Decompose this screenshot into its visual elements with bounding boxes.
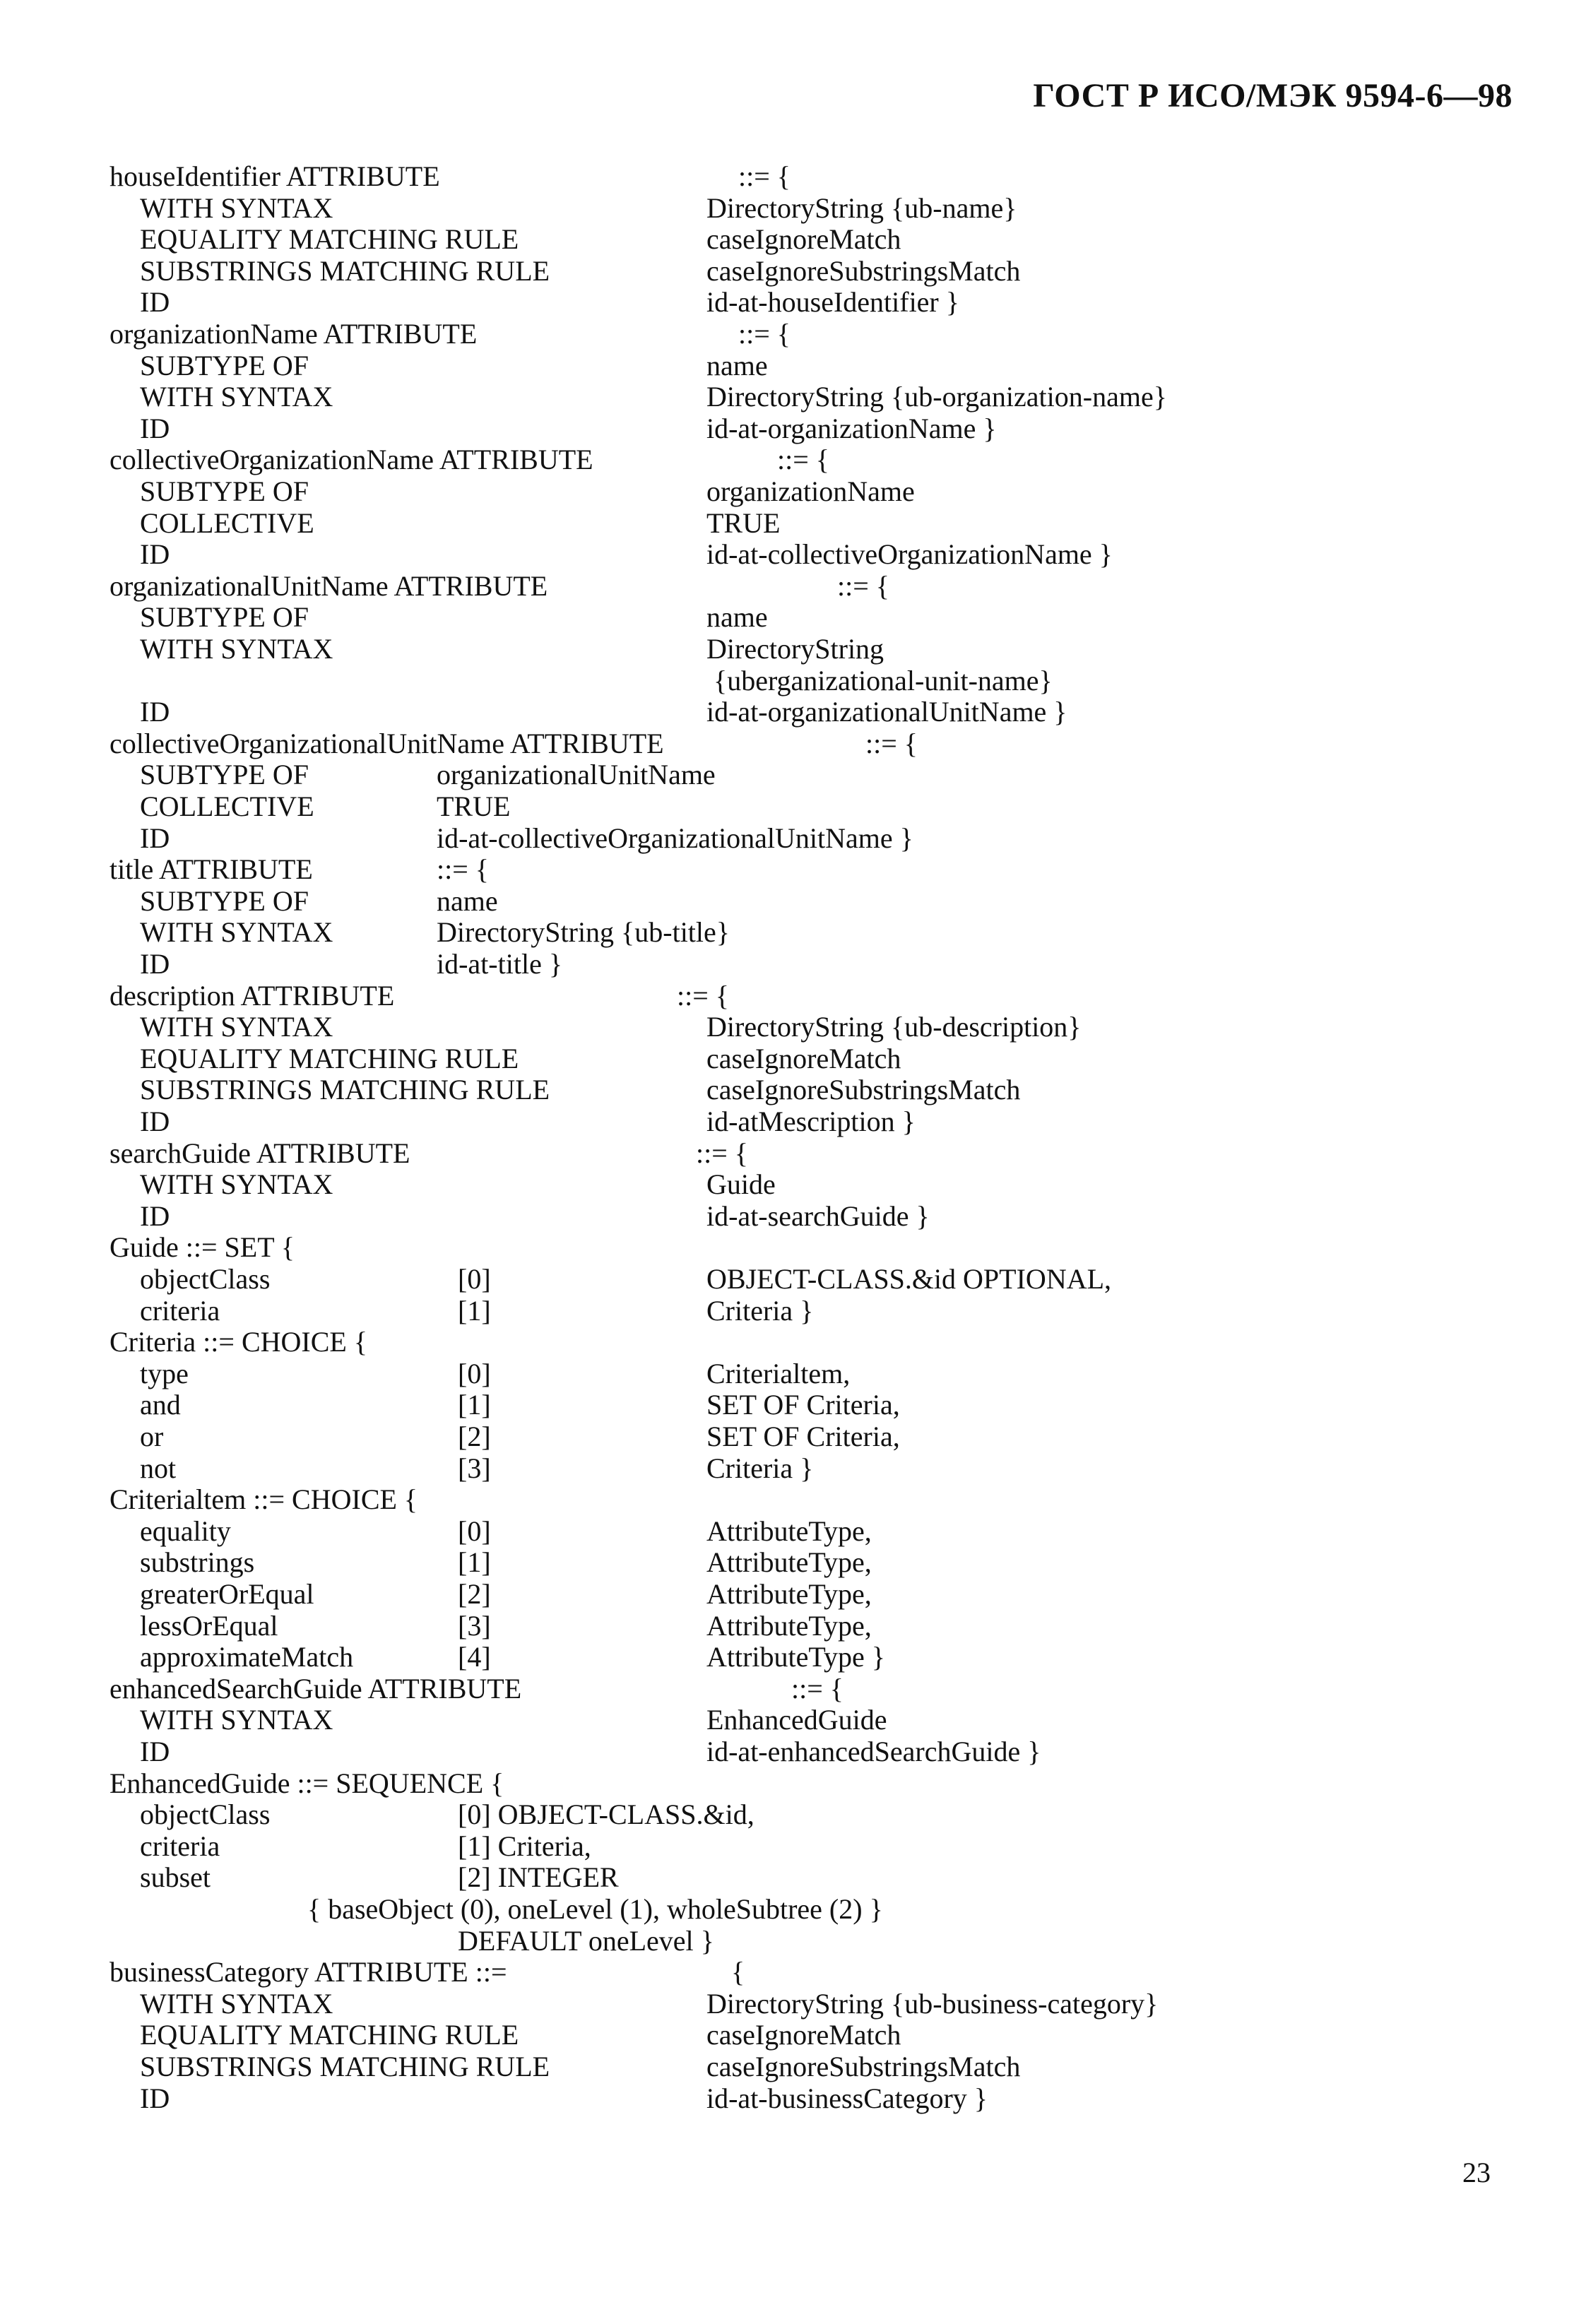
line-47-c2: [4]	[458, 1641, 491, 1673]
line-36-c1: criteria	[140, 1294, 220, 1327]
line-44-c3: AttributeType,	[706, 1546, 872, 1579]
line-56-c2: DEFAULT oneLevel }	[458, 1924, 714, 1957]
line-2-c3: caseIgnoreMatch	[706, 223, 901, 256]
line-45-c2: [2]	[458, 1578, 491, 1610]
line-59-c3: caseIgnoreMatch	[706, 2019, 901, 2051]
line-42-c1: Criterialtem ::= CHOICE {	[110, 1483, 418, 1516]
line-11-c3: TRUE	[706, 506, 781, 539]
line-53-c1: criteria	[140, 1830, 220, 1862]
line-43-c2: [0]	[458, 1514, 491, 1547]
line-6-c3: name	[706, 349, 768, 381]
line-28-c1: EQUALITY MATCHING RULE	[140, 1042, 519, 1074]
line-46-c3: AttributeType,	[706, 1609, 872, 1642]
line-58-c3: DirectoryString {ub-business-category}	[706, 1987, 1159, 2020]
line-45-c3: AttributeType,	[706, 1578, 872, 1610]
line-7-c1: WITH SYNTAX	[140, 381, 333, 413]
line-5-c3: ::= {	[738, 318, 791, 350]
line-44-c2: [1]	[458, 1546, 491, 1579]
document-header: ГОСТ Р ИСО/МЭК 9594-6—98	[1033, 77, 1513, 114]
line-17-c3: id-at-organizationalUnitName }	[706, 696, 1067, 728]
line-39-c1: and	[140, 1389, 181, 1421]
line-9-c1: collectiveOrganizationName ATTRIBUTE	[110, 444, 593, 476]
line-24-c2: DirectoryString {ub-title}	[437, 916, 730, 949]
line-40-c3: SET OF Criteria,	[706, 1421, 900, 1452]
line-60-c3: caseIgnoreSubstringsMatch	[706, 2051, 1021, 2082]
line-4-c3: id-at-houseIdentifier }	[706, 286, 959, 319]
line-57-c3: {	[731, 1956, 745, 1988]
line-48-c3: ::= {	[791, 1672, 844, 1705]
line-16-c3: {uberganizational-unit-name}	[714, 664, 1053, 696]
line-13-c1: organizationalUnitName ATTRIBUTE	[110, 569, 548, 602]
line-12-c1: ID	[140, 538, 170, 571]
line-8-c1: ID	[140, 412, 170, 444]
line-27-c1: WITH SYNTAX	[140, 1011, 333, 1043]
line-46-c2: [3]	[458, 1609, 491, 1642]
line-47-c3: AttributeType }	[706, 1641, 886, 1673]
line-25-c2: id-at-title }	[437, 948, 563, 980]
line-4-c1: ID	[140, 286, 170, 319]
line-43-c1: equality	[140, 1514, 231, 1547]
line-3-c3: caseIgnoreSubstringsMatch	[706, 254, 1021, 287]
line-41-c1: not	[140, 1452, 177, 1484]
line-10-c1: SUBTYPE OF	[140, 475, 309, 507]
line-55-c2: { baseObject (0), oneLevel (1), wholeSubtree (2) }	[307, 1893, 883, 1925]
line-13-c3: ::= {	[837, 569, 889, 602]
line-9-c3: ::= {	[777, 444, 829, 476]
line-26-c1: description ATTRIBUTE	[110, 979, 395, 1012]
line-29-c1: SUBSTRINGS MATCHING RULE	[140, 1074, 550, 1106]
line-20-c1: COLLECTIVE	[140, 790, 314, 822]
line-58-c1: WITH SYNTAX	[140, 1987, 333, 2020]
line-14-c3: name	[706, 601, 768, 634]
line-38-c2: [0]	[458, 1357, 491, 1389]
line-2-c1: EQUALITY MATCHING RULE	[140, 223, 519, 256]
line-26-c3: ::= {	[677, 979, 729, 1012]
line-38-c3: Criterialtem,	[706, 1357, 851, 1389]
line-0-c1: houseIdentifier ATTRIBUTE	[110, 160, 440, 192]
line-35-c2: [0]	[458, 1263, 491, 1295]
line-50-c3: id-at-enhancedSearchGuide }	[706, 1736, 1041, 1767]
line-45-c1: greaterOrEqual	[140, 1578, 314, 1610]
line-0-c3: ::= {	[738, 160, 791, 192]
line-3-c1: SUBSTRINGS MATCHING RULE	[140, 254, 550, 287]
line-61-c3: id-at-businessCategory }	[706, 2082, 988, 2114]
line-19-c1: SUBTYPE OF	[140, 759, 309, 791]
line-30-c3: id-atMescription }	[706, 1105, 916, 1137]
line-49-c3: EnhancedGuide	[706, 1704, 887, 1736]
line-60-c1: SUBSTRINGS MATCHING RULE	[140, 2051, 550, 2082]
line-35-c3: OBJECT-CLASS.&id OPTIONAL,	[706, 1263, 1112, 1295]
line-61-c1: ID	[140, 2082, 170, 2114]
line-57-c1: businessCategory ATTRIBUTE ::=	[110, 1956, 507, 1988]
line-31-c1: searchGuide ATTRIBUTE	[110, 1137, 410, 1169]
line-49-c1: WITH SYNTAX	[140, 1704, 333, 1736]
line-27-c3: DirectoryString {ub-description}	[706, 1011, 1082, 1043]
line-30-c1: ID	[140, 1105, 170, 1137]
line-46-c1: lessOrEqual	[140, 1609, 278, 1642]
line-24-c1: WITH SYNTAX	[140, 916, 333, 949]
line-25-c1: ID	[140, 948, 170, 980]
line-52-c2: [0] OBJECT-CLASS.&id,	[458, 1798, 754, 1831]
line-34-c1: Guide ::= SET {	[110, 1231, 295, 1264]
line-5-c1: organizationName ATTRIBUTE	[110, 318, 478, 350]
line-32-c1: WITH SYNTAX	[140, 1168, 333, 1201]
line-10-c3: organizationName	[706, 475, 915, 507]
line-17-c1: ID	[140, 696, 170, 728]
line-48-c1: enhancedSearchGuide ATTRIBUTE	[110, 1672, 522, 1705]
line-36-c3: Criteria }	[706, 1294, 814, 1327]
line-40-c1: or	[140, 1421, 164, 1452]
line-20-c2: TRUE	[437, 790, 511, 822]
line-1-c3: DirectoryString {ub-name}	[706, 191, 1017, 224]
line-18-c3: ::= {	[865, 727, 918, 759]
line-8-c3: id-at-organizationName }	[706, 412, 997, 444]
line-41-c3: Criteria }	[706, 1452, 814, 1484]
line-52-c1: objectClass	[140, 1798, 271, 1831]
line-37-c1: Criteria ::= CHOICE {	[110, 1326, 368, 1358]
line-15-c1: WITH SYNTAX	[140, 633, 333, 665]
line-28-c3: caseIgnoreMatch	[706, 1042, 901, 1074]
line-12-c3: id-at-collectiveOrganizationName }	[706, 538, 1113, 571]
line-23-c2: name	[437, 884, 498, 917]
line-6-c1: SUBTYPE OF	[140, 349, 309, 381]
line-38-c1: type	[140, 1357, 189, 1389]
line-21-c1: ID	[140, 822, 170, 854]
line-15-c3: DirectoryString	[706, 633, 884, 665]
line-32-c3: Guide	[706, 1168, 776, 1201]
line-50-c1: ID	[140, 1736, 170, 1767]
line-44-c1: substrings	[140, 1546, 255, 1579]
line-51-c1: EnhancedGuide ::= SEQUENCE {	[110, 1767, 504, 1799]
line-59-c1: EQUALITY MATCHING RULE	[140, 2019, 519, 2051]
line-11-c1: COLLECTIVE	[140, 506, 314, 539]
line-14-c1: SUBTYPE OF	[140, 601, 309, 634]
line-36-c2: [1]	[458, 1294, 491, 1327]
line-19-c2: organizationalUnitName	[437, 759, 716, 791]
line-1-c1: WITH SYNTAX	[140, 191, 333, 224]
line-7-c3: DirectoryString {ub-organization-name}	[706, 381, 1167, 413]
line-18-c1: collectiveOrganizationalUnitName ATTRIBUTE	[110, 727, 664, 759]
line-29-c3: caseIgnoreSubstringsMatch	[706, 1074, 1021, 1106]
line-47-c1: approximateMatch	[140, 1641, 354, 1673]
line-53-c2: [1] Criteria,	[458, 1830, 591, 1862]
line-43-c3: AttributeType,	[706, 1514, 872, 1547]
line-54-c2: [2] INTEGER	[458, 1861, 619, 1894]
line-22-c1: title ATTRIBUTE	[110, 853, 313, 886]
line-40-c2: [2]	[458, 1421, 491, 1452]
line-54-c1: subset	[140, 1861, 211, 1894]
line-21-c2: id-at-collectiveOrganizationalUnitName }	[437, 822, 913, 854]
line-39-c3: SET OF Criteria,	[706, 1389, 900, 1421]
line-35-c1: objectClass	[140, 1263, 271, 1295]
line-31-c3: ::= {	[696, 1137, 748, 1169]
line-22-c2: ::= {	[437, 853, 489, 886]
page-number: 23	[1462, 2157, 1491, 2188]
line-23-c1: SUBTYPE OF	[140, 884, 309, 917]
line-33-c3: id-at-searchGuide }	[706, 1199, 930, 1232]
line-39-c2: [1]	[458, 1389, 491, 1421]
line-33-c1: ID	[140, 1199, 170, 1232]
line-41-c2: [3]	[458, 1452, 491, 1484]
